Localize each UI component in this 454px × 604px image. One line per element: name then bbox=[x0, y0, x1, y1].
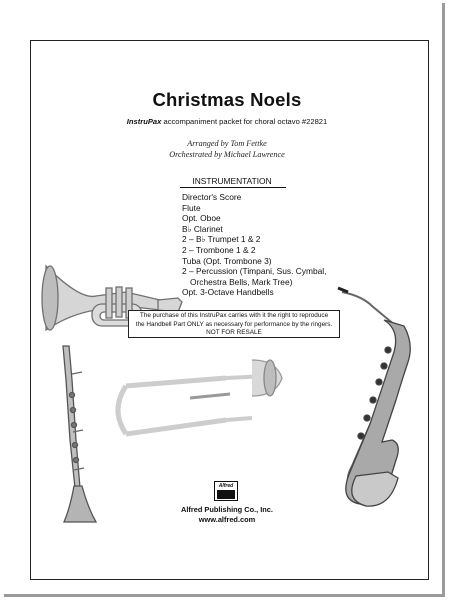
page-title: Christmas Noels bbox=[152, 89, 302, 110]
notice-line: The purchase of this InstruPax carries with it the right to reproduce bbox=[139, 312, 329, 319]
clarinet-icon bbox=[63, 346, 96, 522]
list-item: 2 – Trombone 1 & 2 bbox=[182, 244, 256, 255]
list-item: B♭ Clarinet bbox=[182, 223, 223, 234]
publisher-name: Alfred Publishing Co., Inc. bbox=[181, 505, 273, 514]
list-item: Orchestra Bells, Mark Tree) bbox=[190, 276, 293, 287]
alfred-logo bbox=[214, 481, 238, 501]
instrumentation-heading: INSTRUMENTATION bbox=[192, 176, 272, 186]
trombone-icon bbox=[118, 360, 282, 434]
saxophone-icon bbox=[338, 288, 410, 506]
list-item: Flute bbox=[182, 202, 201, 213]
reproduction-notice bbox=[128, 310, 340, 338]
logo-mark-icon bbox=[217, 490, 235, 499]
brand-name: InstruPax bbox=[126, 117, 162, 126]
list-item: Director's Score bbox=[182, 192, 242, 202]
instrumentation-divider bbox=[180, 187, 286, 188]
publisher-url: www.alfred.com bbox=[198, 514, 256, 524]
instrumentation-list bbox=[182, 192, 326, 298]
logo-text: Alfred bbox=[218, 483, 234, 489]
arranger-credit: Arranged by Tom Fettke bbox=[187, 139, 267, 148]
subtitle-text: accompaniment packet for choral octavo #22821 bbox=[163, 117, 328, 126]
list-item: Opt. 3-Octave Handbells bbox=[182, 287, 274, 298]
notice-line: the Handbell Part ONLY as necessary for performance by the ringers. bbox=[135, 320, 333, 328]
publisher-block bbox=[0, 505, 454, 524]
notice-line: NOT FOR RESALE bbox=[206, 329, 262, 337]
list-item: 2 – Percussion (Timpani, Sus. Cymbal, bbox=[182, 266, 327, 277]
list-item: 2 – B♭ Trumpet 1 & 2 bbox=[182, 234, 261, 245]
list-item: Opt. Oboe bbox=[182, 213, 221, 224]
subtitle bbox=[0, 117, 454, 126]
list-item: Tuba (Opt. Trombone 3) bbox=[182, 255, 272, 266]
orchestrator-credit: Orchestrated by Michael Lawrence bbox=[169, 150, 285, 159]
